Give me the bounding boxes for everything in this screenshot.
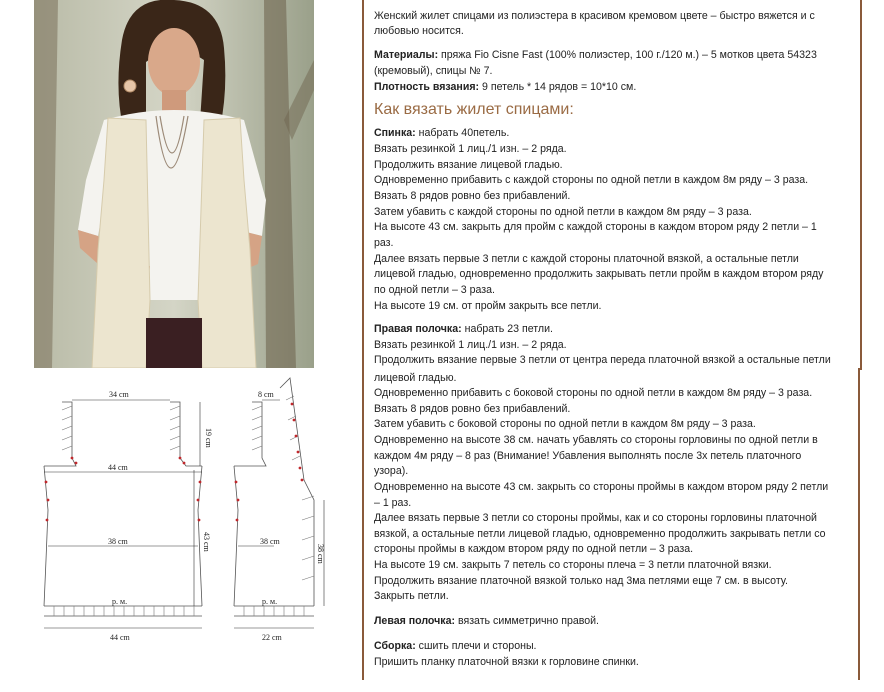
back-line: по одной петли – 3 раза. xyxy=(374,284,495,296)
label-rib-back: р. м. xyxy=(112,597,128,606)
intro-line-1: Женский жилет спицами из полиэстера в красивом кремовом цвете – быстро вяжется и с xyxy=(374,10,815,22)
right-front-line: узора). xyxy=(374,465,409,477)
label-armhole: 19 cm xyxy=(204,428,213,448)
back-line: На высоте 43 см. закрыть для пройм с каждой стороны в каждом втором ряду 2 петли – 1 xyxy=(374,221,817,233)
materials-text: пряжа Fio Cisne Fast (100% полиэстер, 100 г./120 м.) – 5 мотков цвета 54323 xyxy=(438,49,817,61)
instructions-panel-top xyxy=(362,0,862,370)
assembly xyxy=(374,639,537,655)
label-hem-back: 44 cm xyxy=(110,633,130,642)
back-line: Затем убавить с каждой стороны по одной петли в каждом 8м ряду – 3 раза. xyxy=(374,206,752,218)
materials-label: Материалы: xyxy=(374,49,439,61)
back-text: набрать 40петель. xyxy=(415,127,510,139)
label-back-width-upper: 44 cm xyxy=(108,463,128,472)
back-line: Одновременно прибавить с каждой стороны по одной петли в каждом 8м ряду – 3 раза. xyxy=(374,174,809,186)
right-front-line: Одновременно прибавить с боковой стороны по одной петли в каждом 8м ряду – 3 раза. xyxy=(374,387,813,399)
left-front-label: Левая полочка: xyxy=(374,615,455,627)
right-front-line: Затем убавить с боковой стороны по одной петли в каждом 8м ряду – 3 раза. xyxy=(374,418,756,430)
back-line: Продолжить вязание лицевой гладью. xyxy=(374,159,563,171)
right-front-line: – 1 раз. xyxy=(374,497,412,509)
left-front xyxy=(374,614,599,630)
model-photo xyxy=(34,0,314,368)
back-line: Вязать резинкой 1 лиц./1 изн. – 2 ряда. xyxy=(374,143,567,155)
back-start xyxy=(374,126,509,142)
assembly-label: Сборка: xyxy=(374,640,416,652)
back-line: лицевой гладью, одновременно продолжить закрывать петли пройм в каждом втором ряду xyxy=(374,268,824,280)
section-heading: Как вязать жилет спицами: xyxy=(374,101,574,118)
right-front-line: стороны проймы в каждом втором ряду по одной петли – 3 раза. xyxy=(374,543,694,555)
label-side-height: 43 cm xyxy=(202,532,211,552)
density-label: Плотность вязания: xyxy=(374,81,480,93)
assembly-text: сшить плечи и стороны. xyxy=(415,640,537,652)
back-label: Спинка: xyxy=(374,127,416,139)
instructions-panel-bottom xyxy=(362,368,860,680)
label-hem-front: 22 cm xyxy=(262,633,282,642)
knitting-schematic xyxy=(34,370,354,688)
back-line: На высоте 19 см. от пройм закрыть все петли. xyxy=(374,300,602,312)
label-front-length: 38 cm xyxy=(316,544,325,564)
back-line: Далее вязать первые 3 петли с каждой стороны платочной вязкой, а остальные петли xyxy=(374,253,799,265)
right-front-line: Вязать резинкой 1 лиц./1 изн. – 2 ряда. xyxy=(374,339,567,351)
right-front-line: Далее вязать первые 3 петли со стороны проймы, как и со стороны горловины платочной xyxy=(374,512,817,524)
back-piece xyxy=(44,402,202,616)
right-front-line: Одновременно на высоте 43 см. закрыть со стороны проймы в каждом втором ряду 2 петли xyxy=(374,481,829,493)
label-front-shoulder: 8 cm xyxy=(258,390,274,399)
right-front-line: Закрыть петли. xyxy=(374,590,449,602)
materials xyxy=(374,48,817,64)
right-front-line: Одновременно на высоте 38 см. начать убавлять со стороны горловины по одной петли в xyxy=(374,434,818,446)
density-text: 9 петель * 14 рядов = 10*10 см. xyxy=(479,81,637,93)
label-waist-front: 38 cm xyxy=(260,537,280,546)
right-front-text: набрать 23 петли. xyxy=(461,323,553,335)
back-line: Вязать 8 рядов ровно без прибавлений. xyxy=(374,190,571,202)
label-waist-back: 38 cm xyxy=(108,537,128,546)
assembly-line-2: Пришить планку платочной вязки к горловине спинки. xyxy=(374,656,639,668)
right-front-line: На высоте 19 см. закрыть 7 петель со стороны плеча = 3 петли платочной вязки. xyxy=(374,559,772,571)
model-photo-illustration xyxy=(34,0,314,368)
materials-line-2: (кремовый), спицы № 7. xyxy=(374,65,493,77)
right-front-label: Правая полочка: xyxy=(374,323,462,335)
right-front-line: лицевой гладью. xyxy=(374,372,457,384)
back-line: раз. xyxy=(374,237,394,249)
right-front-line: каждом 4м ряду – 8 раз (Внимание! Убавления выполнять после 3х петель платочного xyxy=(374,450,802,462)
density xyxy=(374,80,636,96)
right-front-line: Продолжить вязание первые 3 петли от центра переда платочной вязкой а остальные петли xyxy=(374,354,831,366)
right-front-line: Продолжить вязание платочной вязкой только над 3ма петлями еще 7 см. в высоту. xyxy=(374,575,788,587)
label-rib-front: р. м. xyxy=(262,597,278,606)
intro-line-2: любовью носится. xyxy=(374,25,464,37)
right-front-start xyxy=(374,322,553,338)
left-front-text: вязать симметрично правой. xyxy=(455,615,599,627)
right-front-line: вязкой, а остальные петли лицевой гладью, одновременно продолжить закрывать петли со xyxy=(374,528,826,540)
front-piece xyxy=(234,378,314,616)
right-front-line: Вязать 8 рядов ровно без прибавлений. xyxy=(374,403,571,415)
label-back-top-width: 34 cm xyxy=(109,390,129,399)
